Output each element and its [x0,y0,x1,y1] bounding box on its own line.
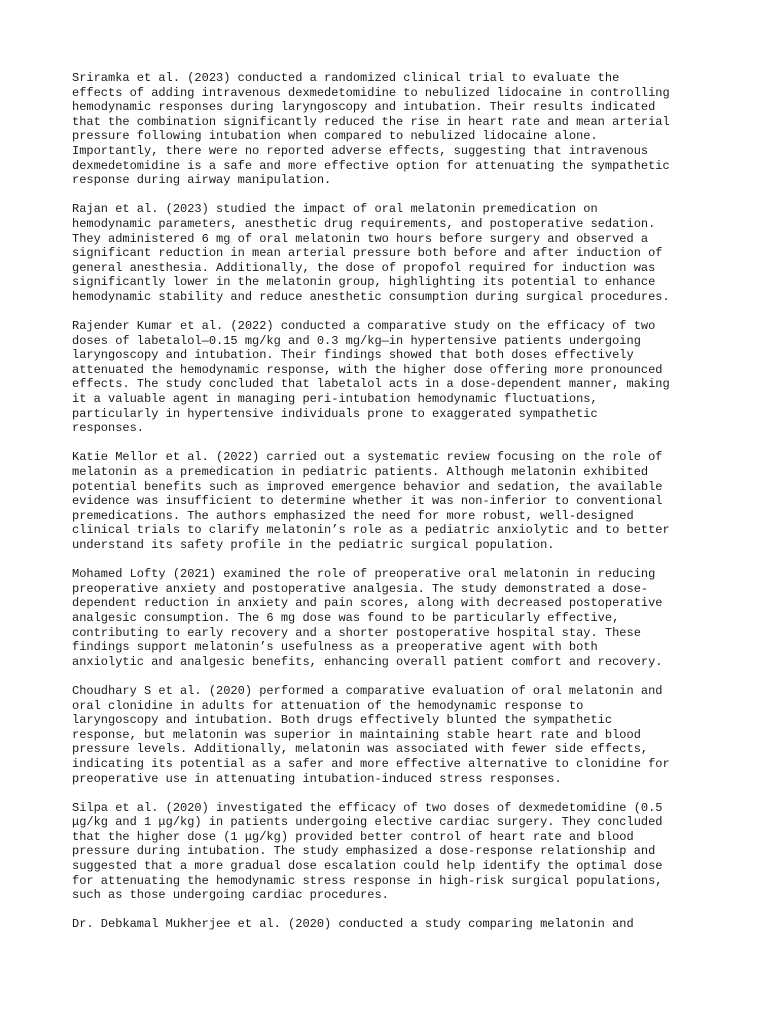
paragraph-rajender-kumar: Rajender Kumar et al. (2022) conducted a comparative study on the efficacy of two doses of labetalol—0.15 mg/kg and 0.3 mg/kg—in hypertensive patients undergoing laryngoscopy and intubation. Their findings showed that both doses effectively attenuated the hemodynamic response, with the higher dose offering more pronounced effects. The study concluded that labetalol acts in a dose-dependent manner, making it a valuable agent in managing peri-intubation hemodynamic fluctuations, particularly in hypertensive individuals prone to exaggerated sympathetic responses. [72,319,670,436]
paragraph-rajan: Rajan et al. (2023) studied the impact of oral melatonin premedication on hemodynamic parameters, anesthetic drug requirements, and postoperative sedation. They administered 6 mg of oral melatonin two hours before surgery and observed a significant reduction in mean arterial pressure both before and after induction of general anesthesia. Additionally, the dose of propofol required for induction was significantly lower in the melatonin group, highlighting its potential to enhance hemodynamic stability and reduce anesthetic consumption during surgical procedures. [72,202,670,304]
paragraph-silpa: Silpa et al. (2020) investigated the efficacy of two doses of dexmedetomidine (0.5 μg/kg and 1 μg/kg) in patients undergoing elective cardiac surgery. They concluded that the higher dose (1 μg/kg) provided better control of heart rate and blood pressure during intubation. The study emphasized a dose-response relationship and suggested that a more gradual dose escalation could help identify the optimal dose for attenuating the hemodynamic stress response in high-risk surgical populations, such as those undergoing cardiac procedures. [72,800,663,903]
paragraph-sriramka: Sriramka et al. (2023) conducted a randomized clinical trial to evaluate the effects of adding intravenous dexmedetomidine to nebulized lidocaine in controlling hemodynamic responses during laryngoscopy and intubation. Their results indicated that the combination significantly reduced the rise in heart rate and mean arterial pressure following intubation when compared to nebulized lidocaine alone. Importantly, there were no reported adverse effects, suggesting that intravenous dexmedetomidine is a safe and more effective option for attenuating the sympathetic response during airway manipulation. [72,71,670,188]
paragraph-mukherjee: Dr. Debkamal Mukherjee et al. (2020) conducted a study comparing melatonin and [72,917,634,932]
paragraph-mohamed-lofty: Mohamed Lofty (2021) examined the role of preoperative oral melatonin in reducing preoperative anxiety and postoperative analgesia. The study demonstrated a dose- dependent reduction in anxiety and pain scores, along with decreased postoperative analgesic consumption. The 6 mg dose was found to be particularly effective, contributing to early recovery and a shorter postoperative hospital stay. These findings support melatonin’s usefulness as a preoperative agent with both anxiolytic and analgesic benefits, enhancing overall patient comfort and recovery. [72,567,663,669]
document-page [72,71,712,947]
paragraph-choudhary: Choudhary S et al. (2020) performed a comparative evaluation of oral melatonin and oral clonidine in adults for attenuation of the hemodynamic response to laryngoscopy and intubation. Both drugs effectively blunted the sympathetic response, but melatonin was superior in maintaining stable heart rate and blood pressure levels. Additionally, melatonin was associated with fewer side effects, indicating its potential as a safer and more effective alternative to clonidine for preoperative use in attenuating intubation-induced stress responses. [72,683,670,786]
paragraph-katie-mellor: Katie Mellor et al. (2022) carried out a systematic review focusing on the role of melatonin as a premedication in pediatric patients. Although melatonin exhibited potential benefits such as improved emergence behavior and sedation, the available evidence was insufficient to determine whether it was non-inferior to conventional premedications. The authors emphasized the need for more robust, well-designed clinical trials to clarify melatonin’s role as a pediatric anxiolytic and to better understand its safety profile in the pediatric surgical population. [72,450,670,552]
